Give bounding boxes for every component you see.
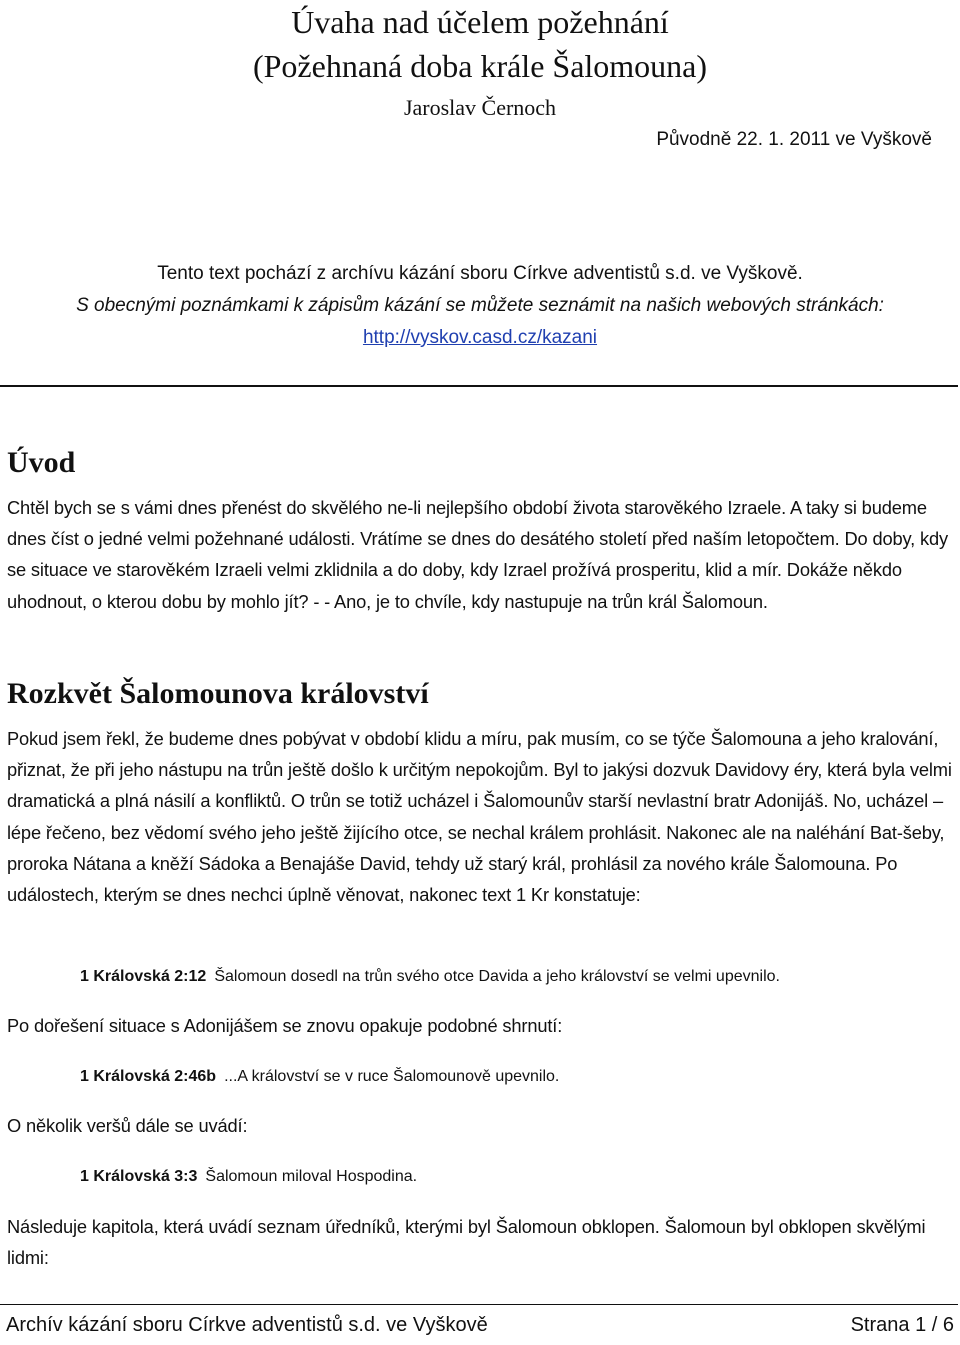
intro-paragraph: Chtěl bych se s vámi dnes přenést do skvělého ne-li nejlepšího období života starověkého Izraele. A taky si budeme dnes číst o jedné velmi požehnané události. Vrátíme se dnes do desátého století před naším letopočtem. Do doby, kdy se situace ve starověkém Izraeli velmi zklidnila a do doby, kdy Izrael prožívá prosperitu, klid a mír. Dokáže někdo uhodnout, o kterou dobu by mohlo jít? - - Ano, je to chvíle, kdy nastupuje na trůn král Šalomoun. (7, 497, 949, 612)
archive-link[interactable]: http://vyskov.casd.cz/kazani (362, 327, 598, 348)
verse-text: ...A království se v ruce Šalomounově upevnilo. (224, 1068, 560, 1085)
author: Jaroslav Černoch (403, 95, 557, 120)
intro-heading: Úvod (7, 446, 76, 479)
verse-text: Šalomoun miloval Hospodina. (205, 1168, 418, 1185)
closing-paragraph: Následuje kapitola, která uvádí seznam úředníků, kterými byl Šalomoun obklopen. Šalomoun byl obklopen skvělými lidmi: (7, 1216, 926, 1269)
archive-notice: Tento text pochází z archívu kázání sboru Církve adventistů s.d. ve Vyškově. (157, 263, 803, 284)
verse-reference: 1 Královská 3:3 (80, 1168, 198, 1185)
header-divider (0, 385, 958, 387)
kingdom-paragraph: Pokud jsem řekl, že budeme dnes pobývat v období klidu a míru, pak musím, co se týče Šalomouna a jeho kralování, přiznat, že při jeho nástupu na trůn ještě došlo k určitým nepokojům. Byl to jakýsi dozvuk Davidovy éry, která byla velmi dramatická a plná násilí a konfliktů. O trůn se totiž ucházel i Šalomounův starší nevlastní bratr Adonijáš. No, ucházel – lépe řečeno, bez vědomí svého jeho ještě žijícího otce, se nechal králem prohlásit. Nakonec ale na naléhání Bat-šeby, proroka Nátana a kněží Sádoka a Benajáše David, tehdy už starý král, prohlásil za nového krále Šalomouna. Po událostech, kterým se dnes nechci úplně věnovat, nakonec text 1 Kr konstatuje: (7, 728, 952, 906)
kingdom-heading: Rozkvět Šalomounova království (7, 677, 429, 710)
page-footer (0, 1304, 958, 1341)
verse-quote (80, 1065, 559, 1089)
archive-notes-line: S obecnými poznámkami k zápisům kázání se můžete seznámit na našich webových stránkách: (76, 295, 884, 316)
after-verse-paragraph: Po dořešení situace s Adonijášem se znovu opakuje podobné shrnutí: (7, 1015, 563, 1036)
footer-archive-name: Archív kázání sboru Církve adventistů s.d. ve Vyškově (6, 1314, 488, 1336)
page-number: Strana 1 / 6 (850, 1314, 954, 1336)
document-title-line-1: Úvaha nad účelem požehnání (291, 4, 669, 40)
verse-reference: 1 Královská 2:12 (80, 968, 207, 985)
verse-quote (80, 1165, 417, 1189)
after-verse-paragraph: O několik veršů dále se uvádí: (7, 1115, 248, 1136)
verse-quote (80, 965, 780, 989)
document-title-line-2: (Požehnaná doba krále Šalomouna) (252, 48, 708, 84)
origin-date: Původně 22. 1. 2011 ve Vyškově (656, 129, 932, 150)
verse-text: Šalomoun dosedl na trůn svého otce Davida a jeho království se velmi upevnilo. (214, 968, 780, 985)
verse-reference: 1 Královská 2:46b (80, 1068, 217, 1085)
